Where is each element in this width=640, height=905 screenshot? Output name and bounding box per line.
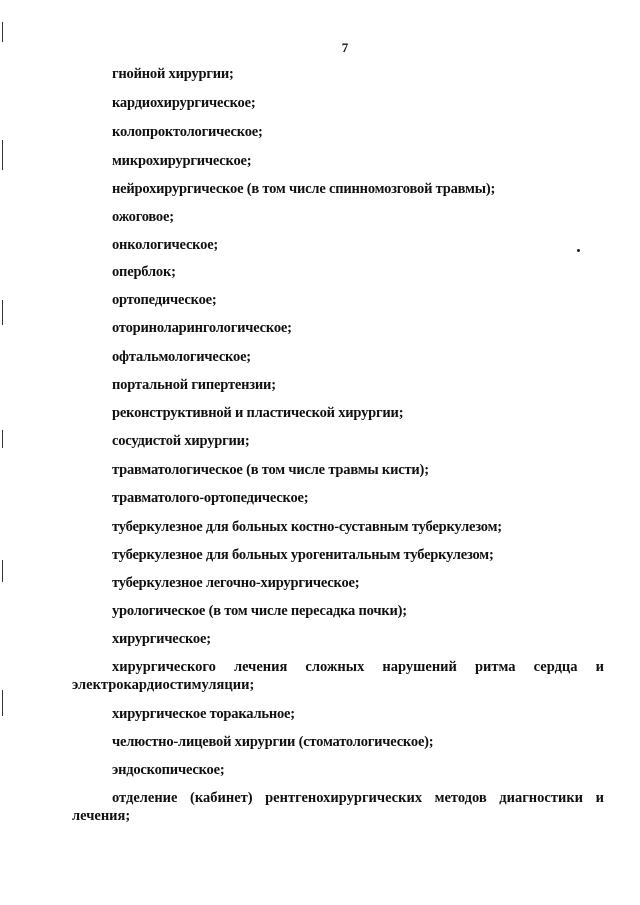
list-item: микрохирургическое; <box>112 153 252 169</box>
list-item: эндоскопическое; <box>112 762 225 778</box>
list-item: нейрохирургическое (в том числе спинномозговой травмы); <box>112 181 496 197</box>
list-item: туберкулезное легочно-хирургическое; <box>112 575 360 591</box>
justified-line <box>112 790 604 807</box>
list-item: челюстно-лицевой хирургии (стоматологическое); <box>112 734 434 750</box>
list-item: хирургическое торакальное; <box>112 706 295 722</box>
continuation-line: лечения; <box>72 808 131 824</box>
list-item: оториноларингологическое; <box>112 320 292 336</box>
word: лечения <box>233 659 288 675</box>
list-item: офтальмологическое; <box>112 349 251 365</box>
continuation-line: электрокардиостимуляции; <box>72 677 255 693</box>
scan-margin-mark <box>2 300 3 325</box>
word: методов <box>434 790 487 806</box>
list-item: урологическое (в том числе пересадка почки); <box>112 603 407 619</box>
word: отделение <box>112 790 178 806</box>
list-item: оперблок; <box>112 264 176 280</box>
list-item: колопроктологическое; <box>112 124 263 140</box>
list-item: травматолого-ортопедическое; <box>112 490 309 506</box>
list-item: хирургическое; <box>112 631 211 647</box>
word: диагностики <box>499 790 584 806</box>
scan-speck <box>577 249 580 252</box>
word: и <box>595 659 604 675</box>
list-item: травматологическое (в том числе травмы кисти); <box>112 462 429 478</box>
list-item: кардиохирургическое; <box>112 95 256 111</box>
list-item: туберкулезное для больных костно-суставным туберкулезом; <box>112 519 502 535</box>
list-item: сосудистой хирургии; <box>112 433 250 449</box>
word: хирургического <box>112 659 216 675</box>
scan-margin-mark <box>2 560 3 582</box>
word: нарушений <box>382 659 457 675</box>
word: рентгенохирургических <box>265 790 423 806</box>
scan-margin-mark <box>2 690 3 716</box>
list-item: ортопедическое; <box>112 292 217 308</box>
list-item: реконструктивной и пластической хирургии; <box>112 405 404 421</box>
word: и <box>595 790 604 806</box>
list-item: ожоговое; <box>112 209 174 225</box>
word: ритма <box>474 659 516 675</box>
list-item: портальной гипертензии; <box>112 377 276 393</box>
word: сердца <box>533 659 578 675</box>
page-number: 7 <box>341 40 349 55</box>
justified-line <box>112 659 604 676</box>
word: сложных <box>305 659 365 675</box>
word: (кабинет) <box>190 790 253 806</box>
scan-margin-mark <box>2 22 3 42</box>
scan-margin-mark <box>2 140 3 170</box>
scan-margin-mark <box>2 430 3 448</box>
list-item: онкологическое; <box>112 237 219 253</box>
list-item: туберкулезное для больных урогенитальным туберкулезом; <box>112 547 494 563</box>
list-item: гнойной хирургии; <box>112 66 234 82</box>
